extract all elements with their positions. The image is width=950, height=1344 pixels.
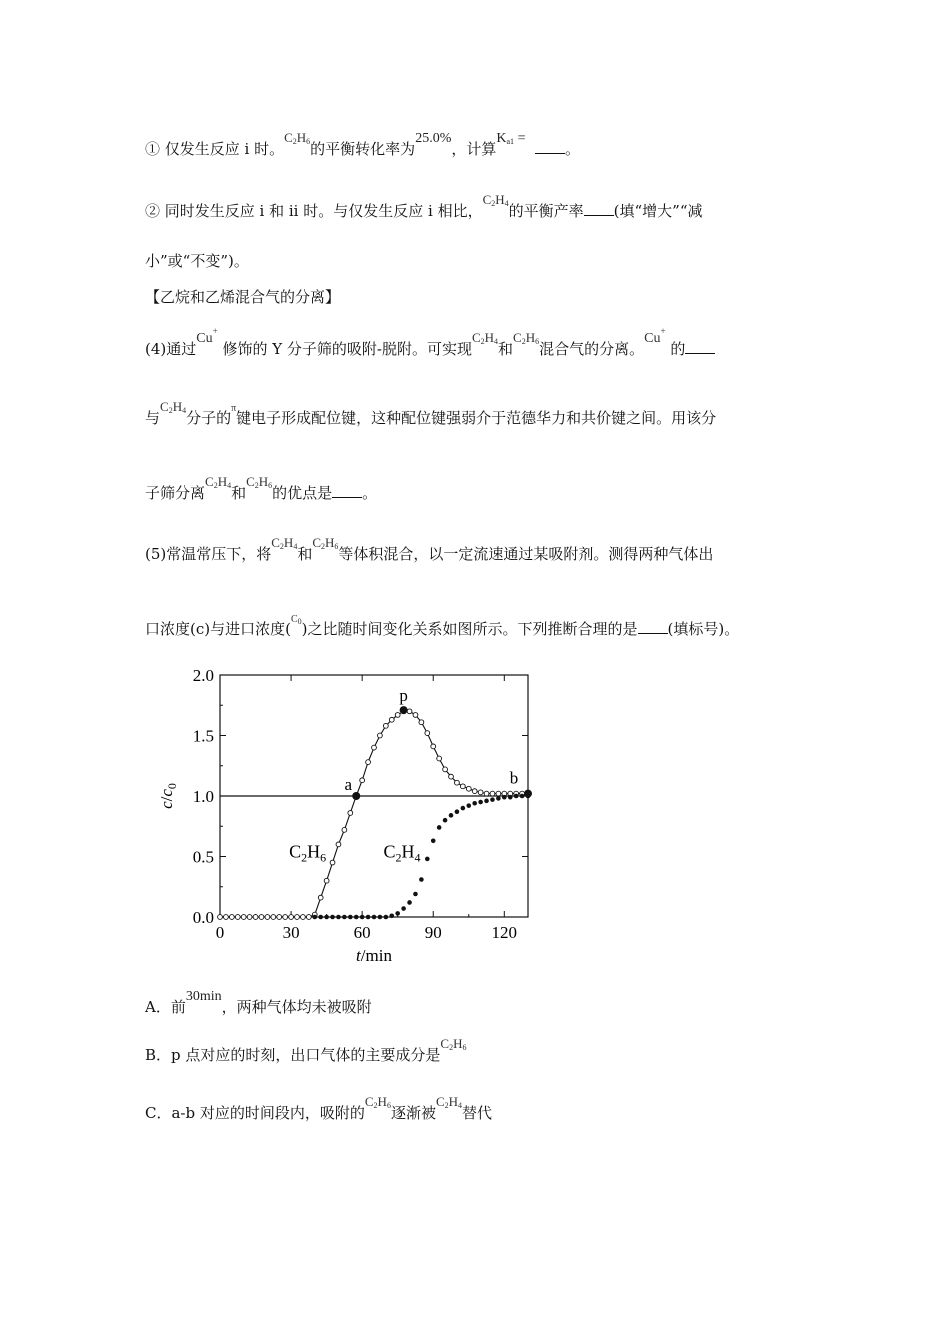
series-c2h4-point [508,795,513,800]
series-c2h6-point [342,827,347,832]
formula-c2h6: $C_2H_6$ [312,535,339,551]
series-c2h6-point [265,915,270,920]
formula-c2h4: $C_2H_4$ [471,330,499,346]
series-c2h6-point [229,915,234,920]
breakthrough-curve-chart [150,660,550,980]
series-c2h4-point [502,795,507,800]
text: B．p 点对应的时刻，出口气体的主要成分是 [145,1046,441,1064]
curve-label-c2h6: $C_2H_6$ [289,841,327,865]
y-tick-label: 2.0 [192,666,214,685]
text: 混合气的分离。 [539,340,645,358]
line-2 [145,192,703,226]
series-c2h6-point [259,915,264,920]
series-c2h6-point [460,784,465,789]
series-c2h4-point [395,911,400,916]
series-c2h6-point [235,915,240,920]
series-c2h6-point [472,789,477,794]
formula-c2h4: $C_2H_4$ [271,535,298,551]
percent-value: 25.0% [415,131,452,146]
formula-c2h6: $C_2H_6$ [513,330,540,346]
answer-blank [685,339,715,354]
series-c2h6-point [306,915,311,920]
series-c2h6-point [224,915,229,920]
series-c2h4-point [520,794,525,799]
line-8 [145,535,714,569]
x-tick-label: 90 [424,923,442,942]
text: 的平衡产率 [508,202,584,220]
series-c2h4-point [443,818,448,823]
text: (填“增大”“减 [613,202,703,220]
text: 口浓度(c)与进口浓度( [145,620,291,638]
series-c2h4-point [472,801,477,806]
line-5 [145,326,715,364]
label-b: b [509,768,519,788]
series-c2h6-point [431,744,436,749]
series-c2h6-point [283,915,288,920]
formula-c2h4: $C_2H_4$ [435,1094,463,1110]
x-tick-label: 0 [215,923,225,942]
series-c2h6-point [247,915,252,920]
series-c2h6-point [295,915,300,920]
x-tick-label: 30 [282,923,300,942]
series-c2h4-point [354,915,359,920]
series-c2h6-point [466,786,471,791]
text: (填标号)。 [667,620,740,638]
series-c2h6-point [413,713,418,718]
option-a [145,989,372,1019]
series-c2h6-point [455,780,460,785]
series-c2h4-point [461,806,466,811]
text: 的平衡转化率为 [310,140,416,158]
series-c2h6-point [336,842,341,847]
answer-blank [332,483,362,498]
series-c2h4-point [389,913,394,918]
section-heading [145,287,340,307]
series-c2h6-point [372,745,377,750]
text: 与 [145,409,161,427]
line-6 [145,399,717,433]
series-c2h6-point [360,778,365,783]
y-tick-label: 0.0 [192,908,214,927]
text: )之比随时间变化关系如图所示。下列推断合理的是 [301,620,638,638]
series-c2h6-point [324,878,329,883]
series-c2h6-point [241,915,246,920]
text: ② 同时发生反应 i 和 ii 时。与仅发生反应 i 相比， [145,202,483,220]
series-c2h4-point [372,915,377,920]
series-c2h4-point [348,915,353,920]
series-c2h6-point [419,720,424,725]
series-c2h6-point [330,860,335,865]
formula-c2h6: $C_2H_6$ [364,1094,391,1110]
x-tick-label: 60 [353,923,371,942]
series-c2h4-point [336,915,341,920]
curve-label-c2h4: $C_2H_4$ [383,841,421,865]
formula-cu-plus: Cu+ [644,326,666,346]
text: 替代 [462,1104,493,1122]
series-c2h6-point [378,733,383,738]
series-c2h4-point [312,915,317,920]
text: 键电子形成配位键，这种配位键强弱介于范德华力和共价键之间。用该分 [236,409,717,427]
series-c2h6-point [443,767,448,772]
text: 和 [231,484,247,502]
text: ，两种气体均未被吸附 [221,998,372,1016]
text: A．前 [145,998,186,1016]
label-p: p [399,686,408,706]
series-c2h4-point [401,906,406,911]
series-c2h6-point [496,791,501,796]
formula-c2h4: $C_2H_4$ [205,474,232,490]
text: ，计算 [451,140,497,158]
series-c2h6-point [289,915,294,920]
option-b [145,1036,467,1070]
formula-c2h6: $C_2H_6$ [246,474,273,490]
line-3 [145,251,249,271]
series-c2h6-point [277,915,282,920]
text: 和 [498,340,514,358]
series-c2h4-point [455,809,460,814]
series-c2h6-point [271,915,276,920]
y-axis-label: $c/c_0$ [157,783,179,809]
formula-c2h4: $C_2H_4$ [160,399,187,415]
series-c2h4-point [478,800,483,805]
series-c2h6-point [383,723,388,728]
text: 等体积混合，以一定流速通过某吸附剂。测得两种气体出 [338,545,714,563]
answer-blank [638,619,668,634]
series-c2h6-point [407,709,412,714]
time-value: 30min [185,989,222,1004]
label-a: a [344,775,353,794]
formula-c2h4: $C_2H_4$ [482,192,509,208]
series-c2h6-point [253,915,258,920]
series-c2h6-point [348,811,353,816]
text: 分子的 [186,409,232,427]
series-c2h4-point [490,797,495,802]
formula-c2h6: $C_2H_6$ [440,1036,467,1052]
text: ① 仅发生反应 i 时。 [145,140,285,158]
series-c2h4-point [484,799,489,804]
series-c2h6-point [490,791,495,796]
answer-blank [584,201,614,216]
series-c2h6-point [318,895,323,900]
series-c2h6-point [478,790,483,795]
series-c2h6-point [425,731,430,736]
series-c2h4-point [324,915,329,920]
y-tick-label: 1.5 [192,726,214,746]
text: 的优点是 [272,484,333,502]
series-c2h6-point [395,713,400,718]
text: 的 [670,340,686,358]
line-1 [145,130,581,164]
series-c2h4-point [366,915,371,920]
series-c2h6-point [484,791,489,796]
answer-blank [535,139,565,154]
text: (5)常温常压下，将 [145,545,272,563]
text: 子筛分离 [145,484,206,502]
text: 。 [565,140,581,158]
formula-c0: $C_0$ [290,614,302,626]
formula-cu-plus: Cu+ [196,326,218,346]
series-c2h6-point [449,774,454,779]
series-c2h4-point [419,877,424,882]
pi-symbol: π [231,403,237,414]
formula-c2h6: $C_2H_6$ [284,130,311,146]
series-c2h4-point [514,794,519,799]
point-p [400,706,408,714]
heading-text: 【乙烷和乙烯混合气的分离】 [145,288,341,306]
x-tick-label: 120 [491,923,518,942]
series-c2h4-point [378,915,383,920]
series-c2h4-point [425,857,430,862]
k-a1-symbol: $K_{a1}$ = [496,131,526,146]
option-c [145,1094,493,1128]
series-c2h6-point [218,915,223,920]
series-c2h6-point [389,717,394,722]
series-c2h4-point [330,915,335,920]
series-c2h4-point [449,813,454,818]
series-c2h6-point [437,756,442,761]
text: 。 [362,484,378,502]
series-c2h4-point [360,915,365,920]
point-b [524,790,532,798]
text: (4)通过 [145,340,197,358]
series-c2h6-line [220,711,528,917]
series-c2h4-point [437,825,442,830]
series-c2h4-point [413,892,418,897]
text: 逐渐被 [390,1104,436,1122]
point-a [352,792,360,800]
text: C．a-b 对应的时间段内，吸附的 [145,1104,365,1122]
series-c2h4-point [318,915,323,920]
y-tick-label: 0.5 [192,847,214,867]
text: 和 [297,545,313,563]
y-tick-label: 1.0 [192,787,214,806]
series-c2h4-point [342,915,347,920]
text: 修饰的 Y 分子筛的吸附-脱附。可实现 [222,340,472,358]
series-c2h4-point [466,803,471,808]
text: 小”或“不变”)。 [145,252,249,270]
series-c2h4-point [496,796,501,801]
line-7 [145,474,378,508]
x-axis-label: t/min [356,946,392,965]
series-c2h4-point [431,838,436,843]
series-c2h4-point [407,900,412,905]
series-c2h4-point [384,915,389,920]
series-c2h6-point [301,915,306,920]
series-c2h6-point [366,760,371,765]
line-9 [145,614,740,644]
